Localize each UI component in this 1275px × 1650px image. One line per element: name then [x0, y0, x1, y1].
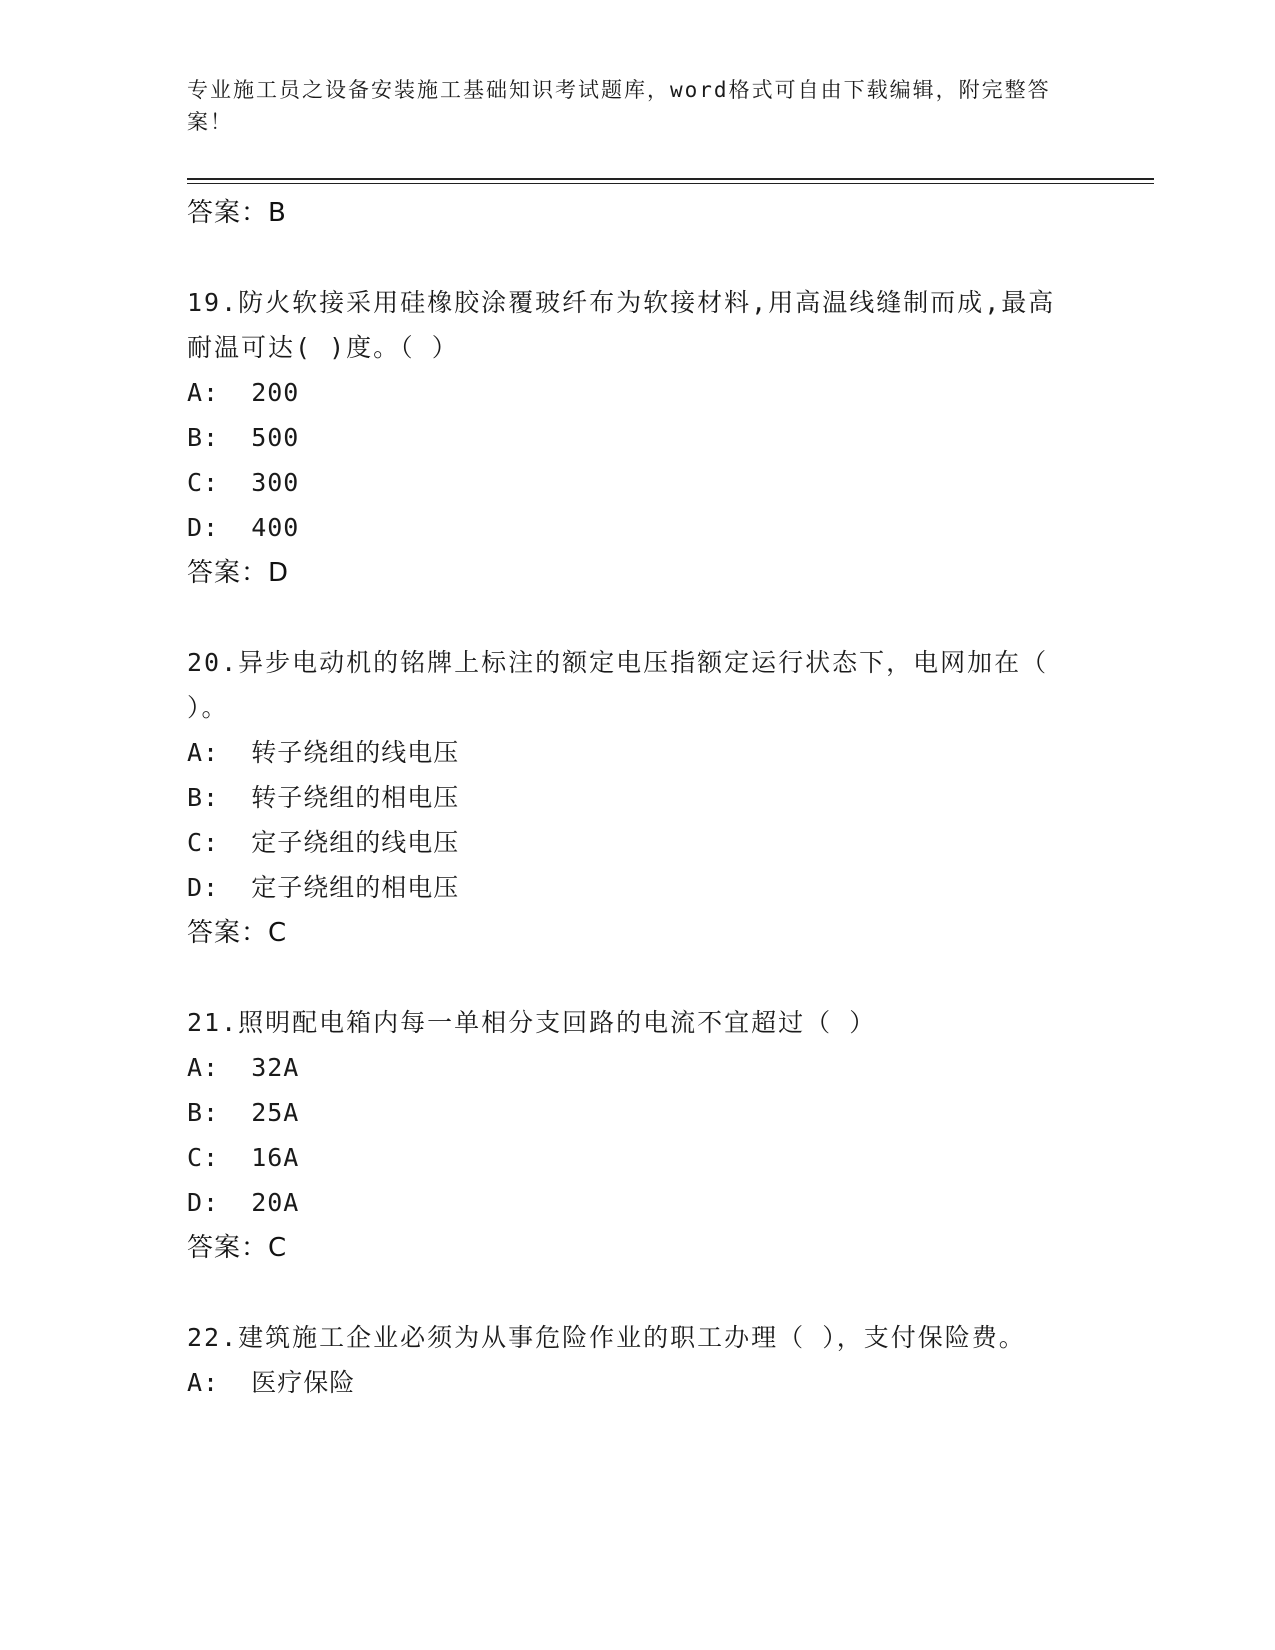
header-divider-thin [187, 183, 1154, 184]
option-d: D: 定子绕组的相电压 [187, 873, 460, 902]
question-text: 22.建筑施工企业必须为从事危险作业的职工办理（ ），支付保险费。 [187, 1323, 1026, 1352]
option-c: C: 定子绕组的线电压 [187, 828, 460, 857]
question-text: 20.异步电动机的铭牌上标注的额定电压指额定运行状态下，电网加在（ ）。 [187, 648, 1049, 722]
option-c: C: 300 [187, 468, 300, 497]
option-d: D: 400 [187, 513, 300, 542]
option-b: B: 转子绕组的相电压 [187, 783, 460, 812]
option-c: C: 16A [187, 1143, 300, 1172]
answer-line: 答案：C [187, 918, 288, 948]
option-b: B: 500 [187, 423, 300, 452]
question-item [187, 640, 1087, 956]
question-list [187, 190, 1087, 1405]
header-divider [187, 178, 1154, 180]
option-b: B: 25A [187, 1098, 300, 1127]
answer-line: 答案：D [187, 558, 290, 588]
answer-line: 答案：B [187, 198, 287, 228]
option-a: A: 32A [187, 1053, 300, 1082]
option-d: D: 20A [187, 1188, 300, 1217]
option-a: A: 200 [187, 378, 300, 407]
question-text: 21.照明配电箱内每一单相分支回路的电流不宜超过（ ） [187, 1008, 877, 1037]
question-item [187, 280, 1087, 596]
question-item [187, 1315, 1087, 1405]
question-text: 19.防火软接采用硅橡胶涂覆玻纤布为软接材料,用高温线缝制而成,最高耐温可达( )度。（ ） [187, 288, 1056, 362]
option-a: A: 医疗保险 [187, 1368, 356, 1397]
option-a: A: 转子绕组的线电压 [187, 738, 460, 767]
document-header [187, 74, 1067, 138]
answer-line: 答案：C [187, 1233, 288, 1263]
header-title: 专业施工员之设备安装施工基础知识考试题库，word格式可自由下载编辑，附完整答案！ [187, 78, 1051, 134]
question-item [187, 1000, 1087, 1271]
